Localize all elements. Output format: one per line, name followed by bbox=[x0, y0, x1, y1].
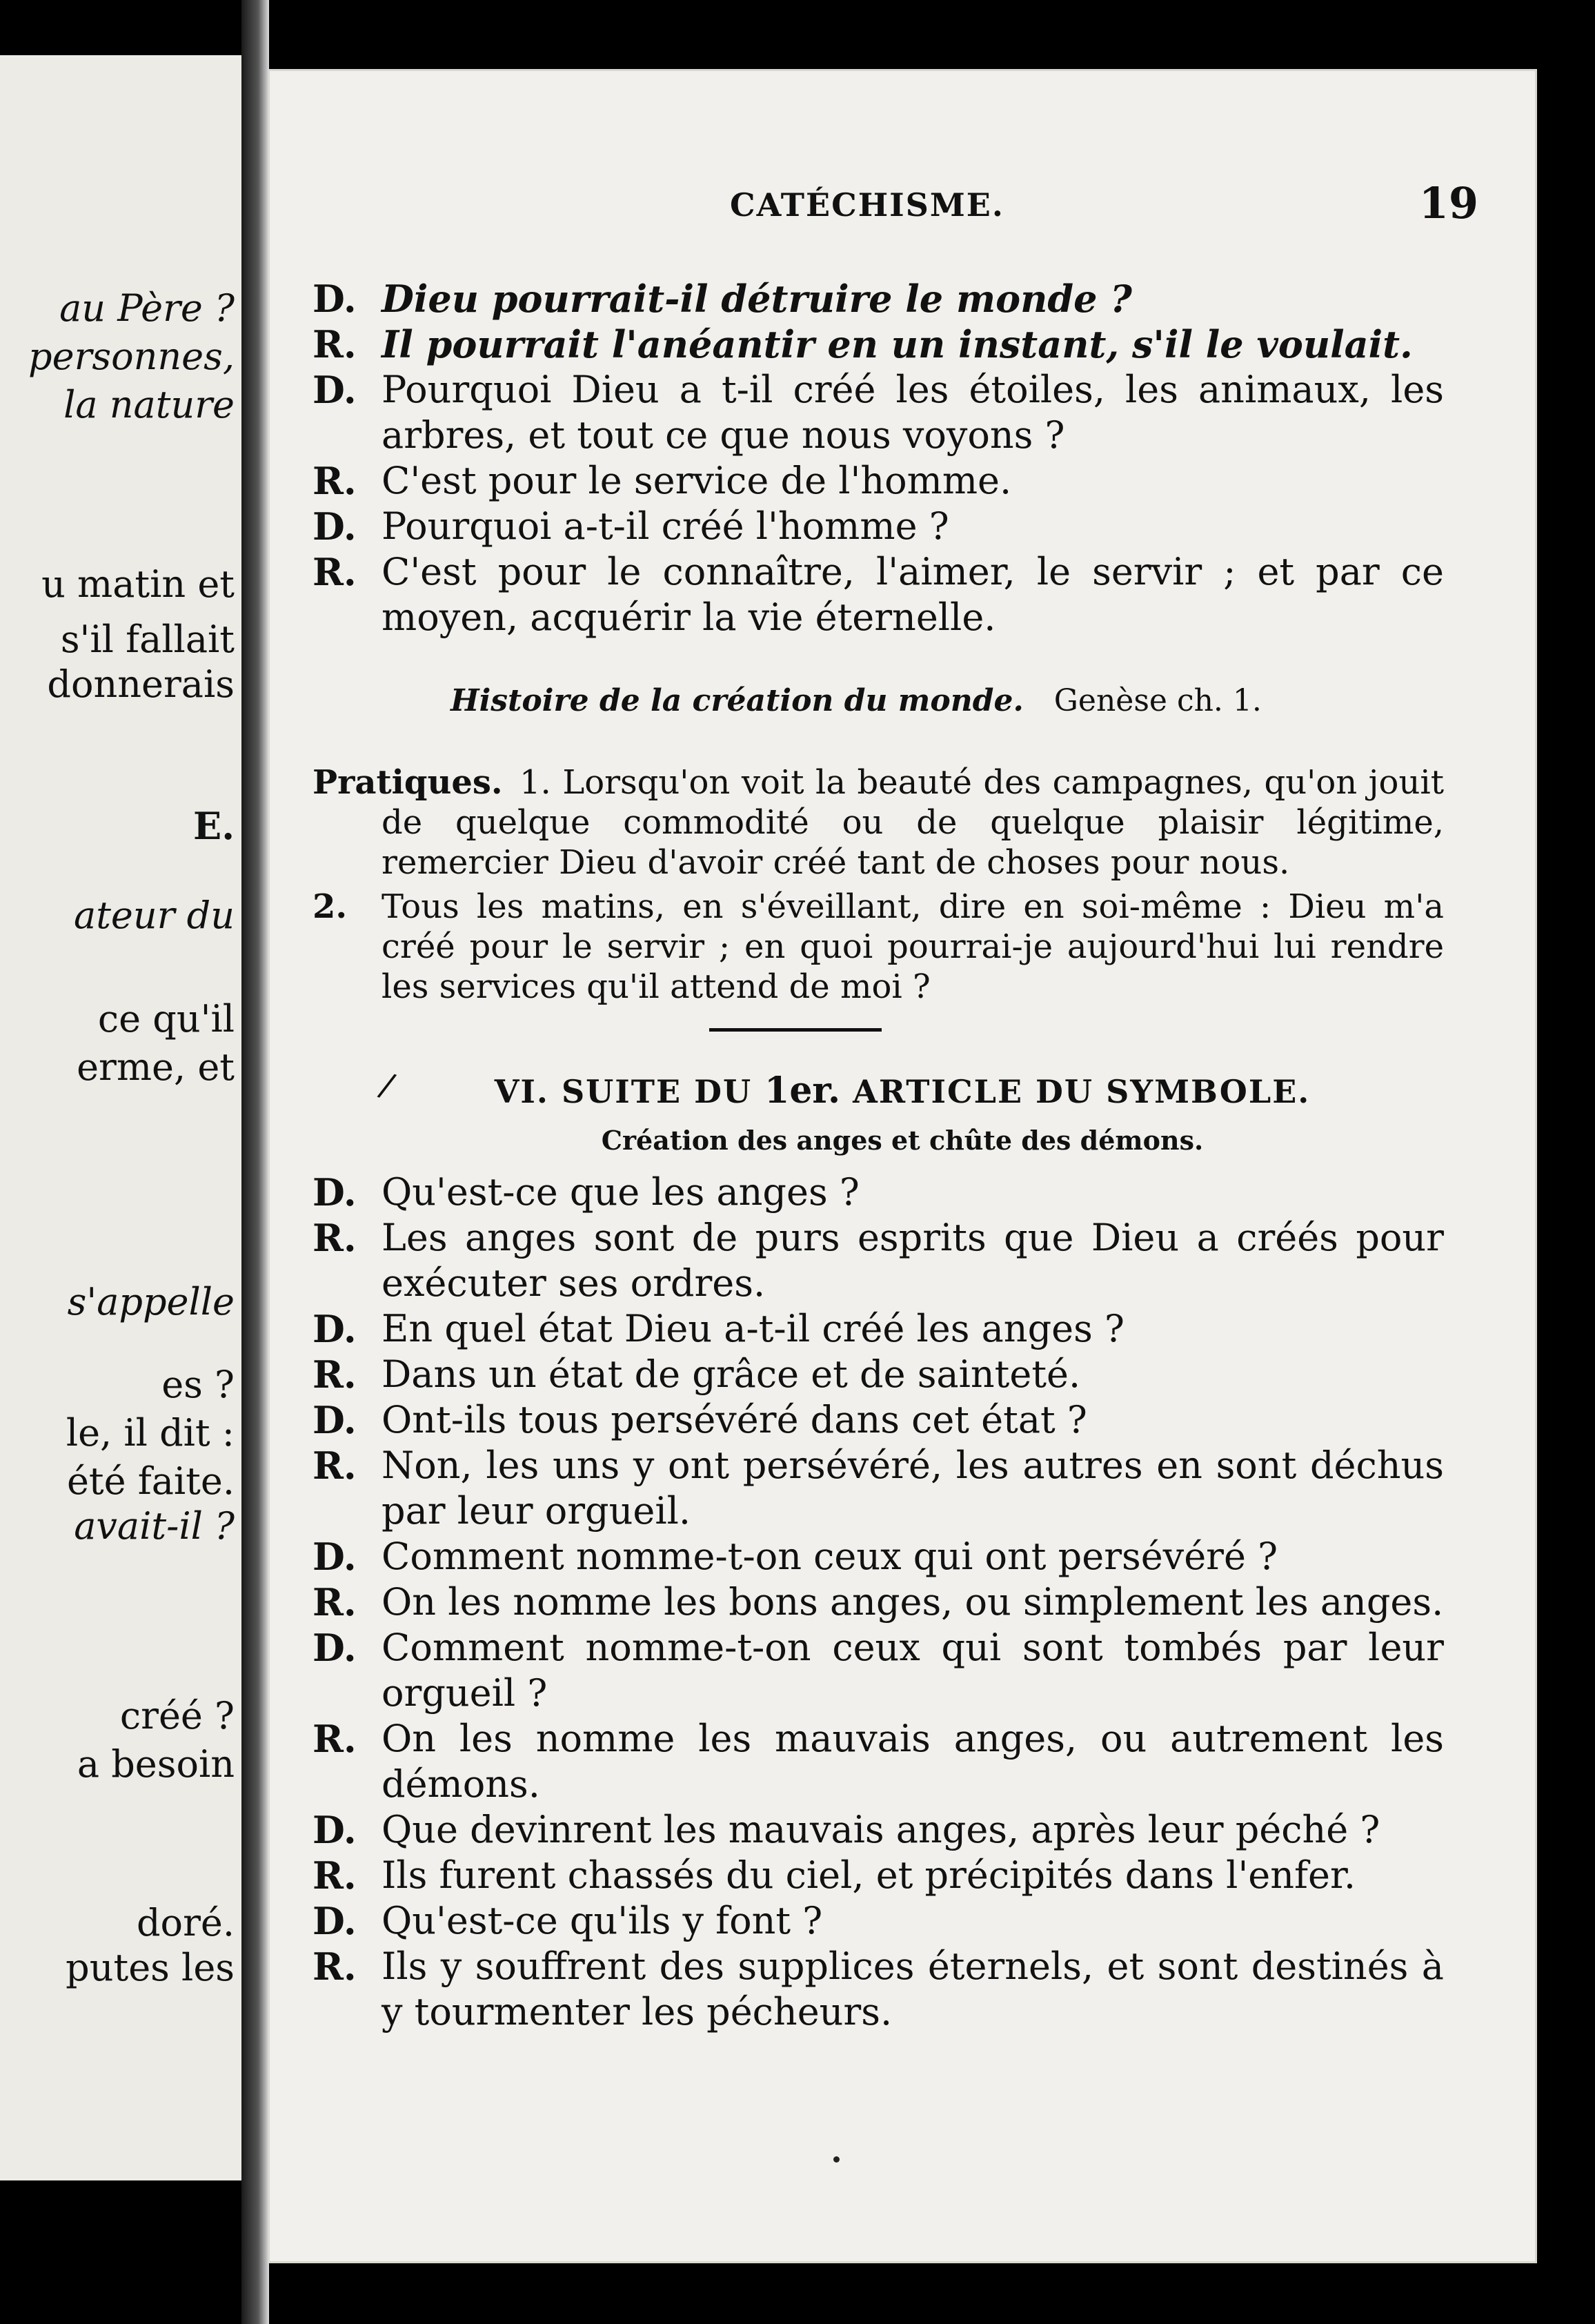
qa-text: On les nomme les mauvais anges, ou autrement les démons. bbox=[382, 1717, 1444, 1806]
left-page-line: personnes, bbox=[28, 335, 235, 378]
qa-entry bbox=[313, 1944, 1444, 2035]
left-page-line: avait-il ? bbox=[74, 1504, 235, 1548]
ink-speck bbox=[833, 2156, 840, 2163]
qa-entry bbox=[313, 458, 1444, 504]
qa-entry bbox=[313, 1579, 1444, 1625]
qa-tag: D. bbox=[313, 1535, 357, 1579]
qa-tag: D. bbox=[313, 1307, 357, 1351]
left-page-line: ce qu'il bbox=[97, 997, 235, 1041]
left-page-line: donnerais bbox=[47, 662, 235, 706]
left-page-line: es ? bbox=[161, 1363, 235, 1406]
left-page-line: doré. bbox=[136, 1901, 235, 1944]
page-number: 19 bbox=[1418, 178, 1478, 228]
section-title-ordinal: 1er. bbox=[764, 1070, 841, 1112]
qa-tag: D. bbox=[313, 1170, 357, 1214]
qa-text: En quel état Dieu a-t-il créé les anges ? bbox=[382, 1307, 1125, 1350]
qa-entry bbox=[313, 276, 1444, 322]
qa-text: Dans un état de grâce et de sainteté. bbox=[382, 1352, 1081, 1396]
left-page-line: ateur du bbox=[74, 894, 235, 937]
left-page-line: u matin et bbox=[41, 562, 235, 606]
qa-entry bbox=[313, 1306, 1444, 1352]
qa-tag: D. bbox=[313, 1626, 357, 1670]
pencil-mark: / bbox=[375, 1065, 399, 1106]
qa-text: Qu'est-ce que les anges ? bbox=[382, 1170, 860, 1214]
qa-tag: R. bbox=[313, 550, 357, 594]
qa-entry bbox=[313, 549, 1444, 640]
left-page-line: la nature bbox=[63, 383, 235, 426]
qa-tag: D. bbox=[313, 1899, 357, 1943]
qa-entry bbox=[313, 1807, 1444, 1853]
qa-text: C'est pour le connaître, l'aimer, le servir ; et par ce moyen, acquérir la vie éternelle. bbox=[382, 550, 1444, 639]
qa-tag: D. bbox=[313, 277, 357, 321]
qa-text: Comment nomme-t-on ceux qui sont tombés par leur orgueil ? bbox=[382, 1626, 1444, 1715]
qa-tag: R. bbox=[313, 1717, 357, 1761]
qa-entry bbox=[313, 322, 1444, 367]
qa-tag: R. bbox=[313, 459, 357, 503]
qa-tag: R. bbox=[313, 1853, 357, 1898]
qa-text: Non, les uns y ont persévéré, les autres en sont déchus par leur orgueil. bbox=[382, 1444, 1444, 1533]
book-gutter bbox=[241, 0, 269, 2324]
qa-tag: R. bbox=[313, 1352, 357, 1397]
reference-citation: Genèse ch. 1. bbox=[1053, 683, 1262, 718]
qa-text: Dieu pourrait-il détruire le monde ? bbox=[382, 277, 1132, 321]
qa-text: On les nomme les bons anges, ou simplement les anges. bbox=[382, 1580, 1444, 1624]
pratiques-item-1 bbox=[313, 762, 1444, 883]
left-page-line: putes les bbox=[66, 1946, 235, 1989]
qa-text: Il pourrait l'anéantir en un instant, s'il le voulait. bbox=[382, 322, 1413, 366]
qa-entry bbox=[313, 1397, 1444, 1443]
section-subtitle: Création des anges et chûte des démons. bbox=[601, 1125, 1204, 1156]
section-title-prefix: VI. SUITE DU bbox=[494, 1073, 753, 1110]
qa-text: Comment nomme-t-on ceux qui ont persévéré ? bbox=[382, 1535, 1278, 1578]
qa-entry bbox=[313, 1716, 1444, 1807]
left-page-line: le, il dit : bbox=[66, 1411, 235, 1455]
reference-line bbox=[450, 683, 1262, 718]
qa-text: Que devinrent les mauvais anges, après leur péché ? bbox=[382, 1808, 1380, 1851]
qa-text: C'est pour le service de l'homme. bbox=[382, 459, 1012, 502]
left-page-line: a besoin bbox=[77, 1742, 235, 1786]
qa-entry bbox=[313, 367, 1444, 458]
pratiques-label: Pratiques. bbox=[313, 763, 503, 802]
qa-entry bbox=[313, 1443, 1444, 1534]
left-page-line: E. bbox=[193, 804, 235, 848]
page-header bbox=[268, 178, 1537, 242]
qa-text: Qu'est-ce qu'ils y font ? bbox=[382, 1899, 823, 1942]
qa-text: Pourquoi Dieu a t-il créé les étoiles, les animaux, les arbres, et tout ce que nous voyons ? bbox=[382, 368, 1444, 457]
qa-text: Les anges sont de purs esprits que Dieu a créés pour exécuter ses ordres. bbox=[382, 1216, 1444, 1305]
qa-text: Pourquoi a-t-il créé l'homme ? bbox=[382, 504, 949, 548]
reference-title: Histoire de la création du monde. bbox=[450, 683, 1024, 718]
left-page-line: erme, et bbox=[77, 1045, 235, 1089]
section-title bbox=[268, 1070, 1537, 1112]
facing-page-left bbox=[0, 55, 244, 2180]
pratiques-text: Tous les matins, en s'éveillant, dire en soi-même : Dieu m'a créé pour le servir ; en quoi pourrai-je aujourd'hui lui rendre les services qu'il attend de moi ? bbox=[382, 887, 1444, 1006]
left-page-line: créé ? bbox=[119, 1694, 235, 1737]
qa-entry bbox=[313, 1853, 1444, 1898]
qa-tag: D. bbox=[313, 1808, 357, 1852]
qa-tag: D. bbox=[313, 368, 357, 412]
qa-tag: R. bbox=[313, 322, 357, 366]
qa-entry bbox=[313, 1170, 1444, 1215]
qa-tag: D. bbox=[313, 1398, 357, 1442]
left-page-line: au Père ? bbox=[59, 286, 235, 330]
qa-entry bbox=[313, 1898, 1444, 1944]
qa-entry bbox=[313, 1215, 1444, 1306]
running-head: CATÉCHISME. bbox=[730, 186, 1004, 224]
section-divider bbox=[709, 1028, 882, 1032]
left-page-line: s'appelle bbox=[67, 1280, 235, 1323]
qa-tag: R. bbox=[313, 1580, 357, 1624]
left-page-line: s'il fallait bbox=[60, 618, 235, 661]
qa-entry bbox=[313, 1625, 1444, 1716]
qa-tag: R. bbox=[313, 1216, 357, 1260]
qa-tag: R. bbox=[313, 1444, 357, 1488]
scan-border bbox=[1537, 0, 1595, 2324]
qa-entry bbox=[313, 1352, 1444, 1397]
qa-text: Ils furent chassés du ciel, et précipités dans l'enfer. bbox=[382, 1853, 1356, 1897]
qa-tag: D. bbox=[313, 504, 357, 549]
qa-text: Ont-ils tous persévéré dans cet état ? bbox=[382, 1398, 1087, 1441]
qa-entry bbox=[313, 504, 1444, 549]
left-page-line: été faite. bbox=[66, 1459, 235, 1503]
qa-tag: R. bbox=[313, 1944, 357, 1989]
pratiques-number: 2. bbox=[313, 887, 348, 926]
book-page bbox=[268, 69, 1537, 2263]
qa-entry bbox=[313, 1534, 1444, 1579]
qa-text: Ils y souffrent des supplices éternels, et sont destinés à y tourmenter les pécheurs. bbox=[382, 1944, 1444, 2034]
pratiques-item-2 bbox=[313, 887, 1444, 1007]
pratiques-text: 1. Lorsqu'on voit la beauté des campagnes, qu'on jouit de quelque commodité ou de quelque plaisir légitime, remercier Dieu d'avoir créé tant de choses pour nous. bbox=[382, 763, 1444, 882]
section-title-suffix: ARTICLE DU SYMBOLE. bbox=[853, 1073, 1311, 1110]
